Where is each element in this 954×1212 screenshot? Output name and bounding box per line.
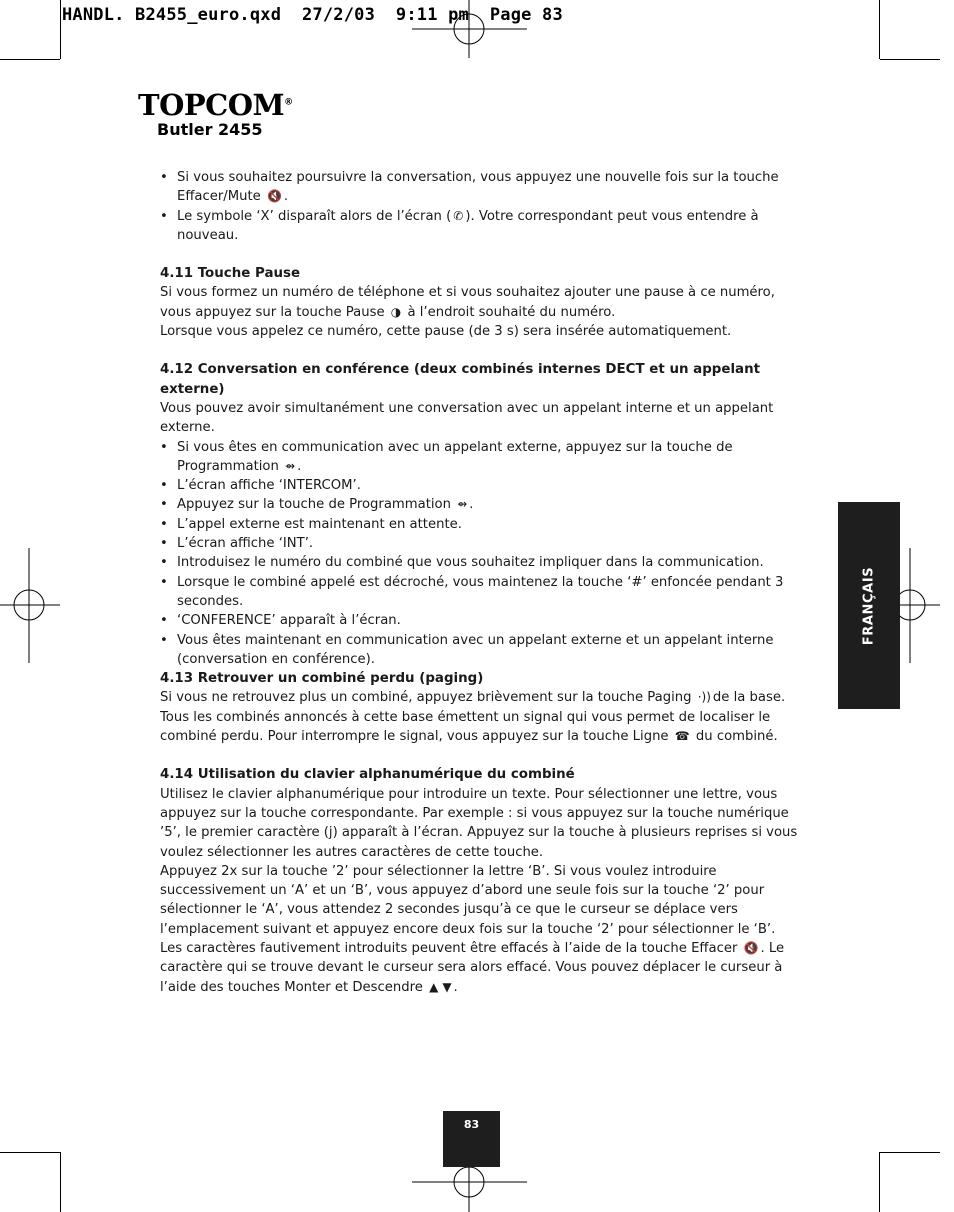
- paragraph: Vous pouvez avoir simultanément une conversation avec un appelant interne et un appelant externe.: [160, 400, 774, 436]
- logo-text: TOPCOM: [138, 88, 285, 122]
- mute-icon: 🔇: [266, 189, 282, 204]
- language-tab-label: FRANÇAIS: [861, 566, 877, 645]
- conference-steps: [160, 438, 805, 670]
- paragraph: Appuyez 2x sur la touche ’2’ pour sélectionner la lettre ‘B’. Si vous voulez introduire successivement un ‘A’ et un ‘B’, vous appuyez d’abord une seule fois sur la touche ‘2’ pour sélectionner le ‘A’, vous attendez 2 secondes jusqu’à ce que le curseur se déplace vers l’emplacement suivant et appuyez encore deux fois sur la touche ‘2’ pour sélectionner le ‘B’.: [160, 863, 776, 937]
- list-item: • Appuyez sur la touche de Programmation ⇴ .: [160, 495, 805, 514]
- list-item: • L’écran affiche ‘INTERCOM’.: [160, 476, 805, 495]
- down-arrow-icon: ▼: [442, 979, 452, 994]
- section-title-4-13: 4.13 Retrouver un combiné perdu (paging): [160, 671, 484, 687]
- print-slug: HANDL. B2455_euro.qxd 27/2/03 9:11 pm Page 83: [62, 5, 563, 25]
- list-item: • Introduisez le numéro du combiné que vous souhaitez impliquer dans la communication.: [160, 553, 805, 572]
- erase-icon: 🔇: [743, 940, 759, 955]
- list-item: • L’écran affiche ‘INT’.: [160, 534, 805, 553]
- list-item: • Vous êtes maintenant en communication avec un appelant externe et un appelant interne (conversation en conférence).: [160, 631, 805, 670]
- language-tab: [838, 502, 900, 709]
- pause-icon: ◑: [390, 304, 402, 319]
- registered-mark: ®: [284, 97, 293, 108]
- up-arrow-icon: ▲: [429, 979, 439, 994]
- program-icon: ⇴: [457, 497, 468, 512]
- phone-icon: ✆: [453, 208, 464, 223]
- section-title-4-12: 4.12 Conversation en conférence (deux combinés internes DECT et un appelant externe): [160, 362, 761, 397]
- brand-logo: [138, 88, 293, 122]
- line-icon: ☎: [674, 729, 690, 744]
- section-title-4-14: 4.14 Utilisation du clavier alphanumérique du combiné: [160, 767, 575, 783]
- list-item: • Lorsque le combiné appelé est décroché, vous maintenez la touche ‘#’ enfoncée pendant 3 secondes.: [160, 573, 805, 612]
- list-item: • Le symbole ‘X’ disparaît alors de l’écran ( ✆ ). Votre correspondant peut vous entendre à nouveau.: [160, 207, 805, 246]
- paragraph: Si vous ne retrouvez plus un combiné, appuyez brièvement sur la touche Paging ·)) de la base. Tous les combinés annoncés à cette base émettent un signal qui vous permet de localiser le combiné perdu. Pour interrompre le signal, vous appuyez sur la touche Ligne ☎ du combiné.: [160, 688, 805, 746]
- list-item: • ‘CONFERENCE’ apparaît à l’écran.: [160, 611, 805, 630]
- paragraph: Utilisez le clavier alphanumérique pour introduire un texte. Pour sélectionner une lettre, vous appuyez sur la touche correspondante. Par exemple : si vous appuyez sur la touche numérique ’5’, le premier caractère (j) apparaît à l’écran. Appuyez sur la touche à plusieurs reprises si vous voulez sélectionner les autres caractères de cette touche.: [160, 786, 798, 860]
- list-item: • Si vous souhaitez poursuivre la conversation, vous appuyez une nouvelle fois sur la touche Effacer/Mute 🔇 .: [160, 168, 805, 207]
- paragraph: Si vous formez un numéro de téléphone et si vous souhaitez ajouter une pause à ce numéro, vous appuyez sur la touche Pause ◑ à l’endroit souhaité du numéro.: [160, 283, 805, 322]
- list-item: • L’appel externe est maintenant en attente.: [160, 515, 805, 534]
- model-name: Butler 2455: [157, 120, 263, 139]
- paging-icon: ·)): [697, 690, 711, 705]
- program-icon: ⇴: [285, 458, 296, 473]
- page-number-box: [443, 1111, 500, 1167]
- list-item: • Si vous êtes en communication avec un appelant externe, appuyez sur la touche de Programmation ⇴ .: [160, 438, 805, 477]
- intro-list: [160, 168, 805, 245]
- page-content: [160, 168, 805, 997]
- paragraph: Lorsque vous appelez ce numéro, cette pause (de 3 s) sera insérée automatiquement.: [160, 324, 732, 340]
- section-title-4-11: 4.11 Touche Pause: [160, 266, 301, 282]
- page-number: 83: [463, 1118, 480, 1131]
- paragraph: Les caractères fautivement introduits peuvent être effacés à l’aide de la touche Effacer 🔇 . Le caractère qui se trouve devant le curseur sera alors effacé. Vous pouvez déplacer le curseur à l’aide des touches Monter et Descendre ▲ ▼ .: [160, 939, 805, 997]
